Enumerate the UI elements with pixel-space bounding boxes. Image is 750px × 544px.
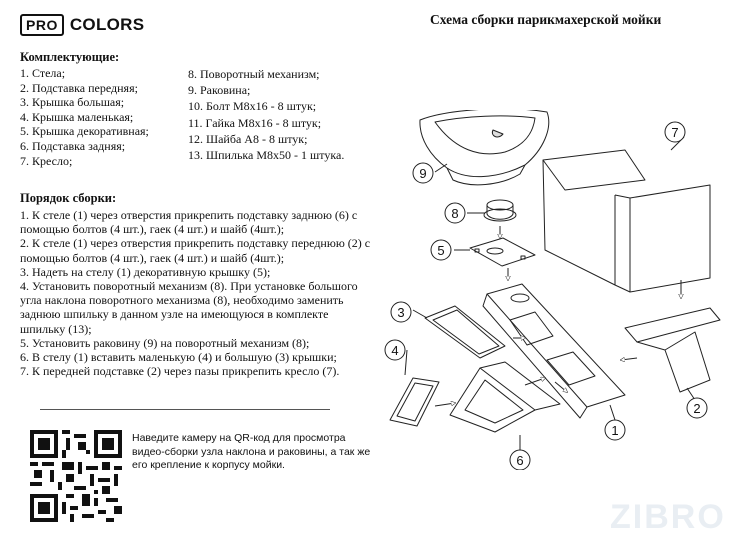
callout-2-label: 2: [693, 401, 701, 416]
assembly-step: 5. Установить раковину (9) на поворотный механизм (8);: [20, 335, 310, 350]
qr-code[interactable]: [30, 430, 122, 522]
big-cover-part: [425, 306, 505, 358]
component-item: 9. Раковина;: [188, 83, 251, 98]
callout-4-label: 4: [391, 343, 399, 358]
brand-colors: COLORS: [69, 15, 145, 34]
assembly-step: 6. В стелу (1) вставить маленькую (4) и большую (3) крышки;: [20, 350, 337, 365]
components-list-1: [20, 66, 149, 168]
page-title: Схема сборки парикмахерской мойки: [430, 12, 662, 27]
component-item: 4. Крышка маленькая;: [20, 109, 134, 124]
callout-7: [665, 122, 685, 142]
assembly-diagram: [375, 110, 750, 470]
component-item: 6. Подставка задняя;: [20, 138, 126, 153]
callout-6: [510, 450, 530, 470]
rotary-mechanism-part: [484, 200, 516, 221]
callout-7-label: 7: [671, 125, 679, 140]
divider: [40, 409, 330, 410]
component-item: 10. Болт М8х16 - 8 штук;: [188, 99, 317, 114]
component-item: 13. Шпилька М8х50 - 1 штука.: [188, 148, 345, 163]
callout-3: [391, 302, 411, 322]
front-stand-part: [625, 308, 720, 392]
assembly-steps: [20, 208, 375, 378]
assembly-step: 4. Установить поворотный механизм (8). При установке большого угла наклона поворотного механизма (8), необходимо заменить заднюю шпильку в данном узле на имеющуюся в комплекте шпильку (13);: [20, 279, 358, 336]
small-cover-part: [390, 378, 439, 426]
watermark: ZIBRO: [610, 498, 726, 536]
component-item: 7. Кресло;: [20, 153, 73, 168]
component-item: 5. Крышка декоративная;: [20, 124, 149, 139]
callout-5: [431, 240, 451, 260]
assembly-step: 7. К передней подставке (2) через пазы прикрепить кресло (7).: [20, 364, 340, 379]
assembly-step: 2. К стеле (1) через отверстия прикрепить подставку переднюю (2) с помощью болтов (4 шт.), гаек (4 шт.) и шайб (4шт.);: [20, 236, 371, 265]
component-item: 3. Крышка большая;: [20, 95, 125, 110]
sink-part: [420, 110, 549, 185]
callout-2: [687, 398, 707, 418]
callout-5-label: 5: [437, 243, 445, 258]
chair-part: [543, 150, 710, 292]
callout-1-label: 1: [611, 423, 619, 438]
rear-stand-part: [450, 362, 560, 432]
component-item: 12. Шайба А8 - 8 штук;: [188, 131, 308, 146]
assembly-heading: Порядок сборки:: [20, 191, 117, 205]
callout-6-label: 6: [516, 453, 524, 468]
brand-logo: [20, 14, 144, 36]
qr-instructions: Наведите камеру на QR-код для просмотра видео-сборки узла наклона и раковины, а так же его крепление к корпусу мойки.: [132, 432, 371, 471]
component-item: 2. Подставка передняя;: [20, 80, 138, 95]
callout-8-label: 8: [451, 206, 459, 221]
component-item: 11. Гайка М8х16 - 8 штук;: [188, 115, 322, 130]
callout-8: [445, 203, 465, 223]
assembly-step: 3. Надеть на стелу (1) декоративную крышку (5);: [20, 264, 271, 279]
component-item: 8. Поворотный механизм;: [188, 67, 320, 81]
callout-9: [413, 163, 433, 183]
callout-9-label: 9: [419, 166, 427, 181]
assembly-step: 1. К стеле (1) через отверстия прикрепить подставку заднюю (6) с помощью болтов (4 шт.), гаек (4 шт.) и шайб (4шт.);: [20, 208, 358, 237]
callout-1: [605, 420, 625, 440]
brand-pro: PRO: [20, 14, 64, 36]
callout-3-label: 3: [397, 305, 405, 320]
components-heading: Комплектующие:: [20, 50, 120, 64]
component-item: 1. Стела;: [20, 66, 66, 80]
components-list-2: [188, 66, 344, 163]
callout-4: [385, 340, 405, 360]
decorative-cover-part: [470, 238, 535, 266]
